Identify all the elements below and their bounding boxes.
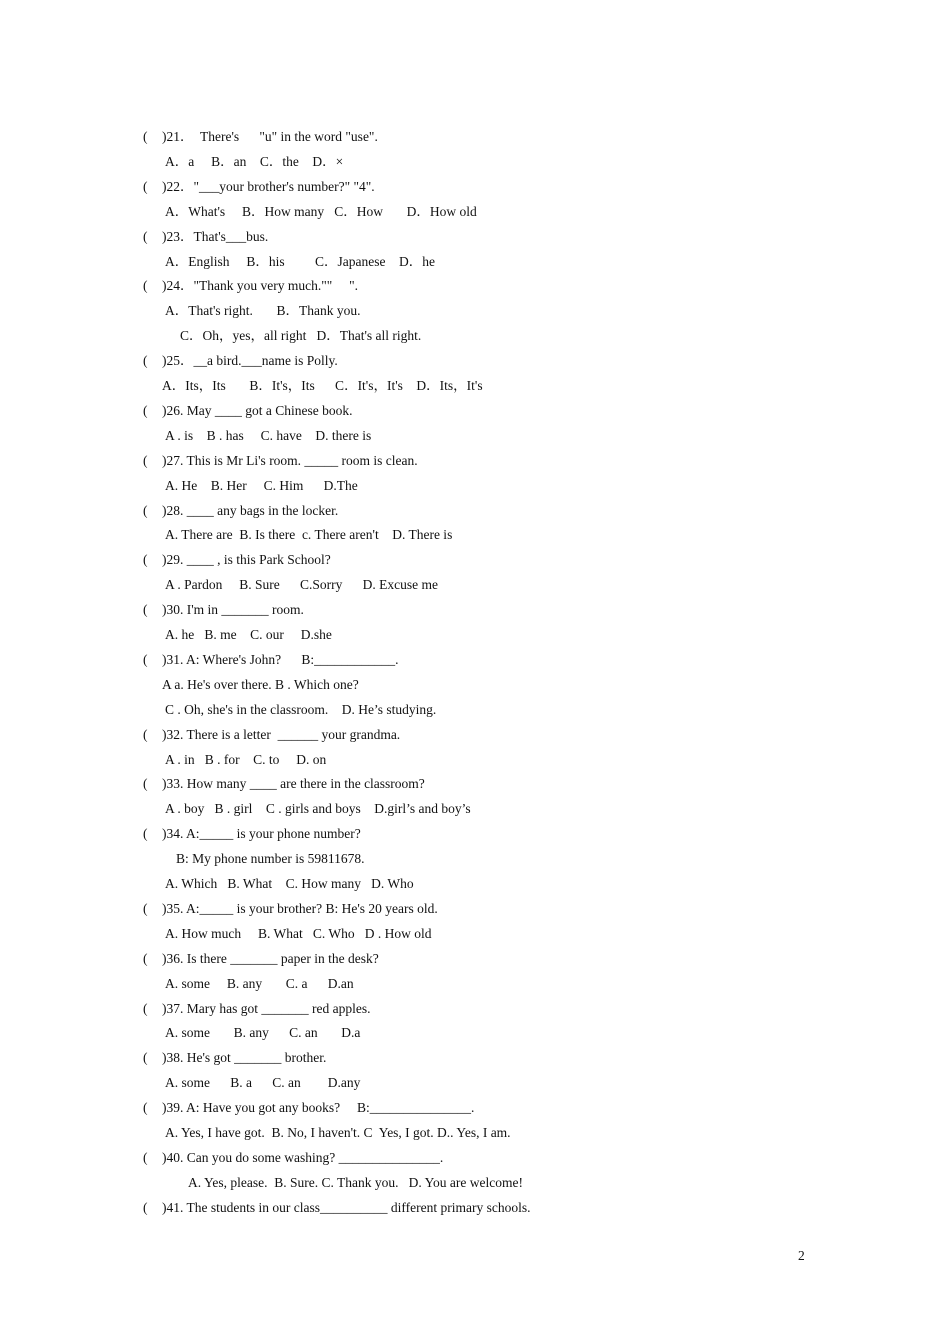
options-line: A. some B. a C. an D.any [165,1075,361,1091]
options-line: A. Which B. What C. How many D. Who [165,876,414,891]
answer-paren: ( [143,178,148,194]
question-line [143,551,331,569]
answer-paren: ( [143,950,148,966]
question-line [143,228,268,246]
question-text: )33. How many ____ are there in the classroom? [162,776,425,792]
answer-paren: ( [143,1050,148,1066]
answer-paren: ( [143,776,148,792]
question-line [143,900,438,918]
options-line: A．That's right. B．Thank you. [165,303,361,319]
question-line [143,178,375,196]
question-line [143,726,400,744]
question-text: )24．"Thank you very much."" ". [162,278,359,294]
answer-paren: ( [143,602,148,618]
answer-paren: ( [143,826,148,842]
options-line: A．Its，Its B．It's，Its C．It's，It's D．Its，It's [162,378,483,393]
options-line: A. some B. any C. a D.an [165,975,354,991]
page-number: 2 [798,1248,805,1263]
options-line: A . is B . has C. have D. there is [165,427,372,443]
answer-paren: ( [143,502,148,518]
answer-paren: ( [143,900,148,916]
answer-paren: ( [143,1100,148,1116]
answer-paren: ( [143,402,148,418]
options-line: A．English B．his C．Japanese D．he [165,253,435,269]
question-text: )41. The students in our class__________ different primary schools. [162,1199,531,1215]
answer-paren: ( [143,1000,148,1016]
answer-paren: ( [143,129,148,144]
question-text: )27. This is Mr Li's room. _____ room is clean. [162,452,418,468]
question-text: )37. Mary has got _______ red apples. [162,1000,371,1016]
answer-paren: ( [143,651,148,667]
options-line: A. How much B. What C. Who D . How old [165,925,432,941]
options-line: A．a B．an C．the D．× [165,153,344,169]
options-line: A. There are B. Is there c. There aren't D. There is [165,527,453,543]
question-text: )36. Is there _______ paper in the desk? [162,950,379,966]
question-text: )40. Can you do some washing? _______________. [162,1149,444,1165]
question-line [143,1149,443,1167]
question-text: )35. A:_____ is your brother? B: He's 20 years old. [162,900,438,916]
question-text: )21． There's "u" in the word "use". [162,129,378,144]
question-line [143,128,378,146]
options-line: A. Yes, please. B. Sure. C. Thank you. D. You are welcome! [188,1174,523,1190]
question-text: )31. A: Where's John? B:____________. [162,651,399,667]
options-line: A . boy B . girl C . girls and boys D.girl’s and boy’s [165,801,471,817]
question-line [143,950,379,968]
question-line [143,277,358,295]
answer-paren: ( [143,726,148,742]
question-line [143,1000,370,1018]
options-line: B: My phone number is 59811678. [176,851,365,867]
question-text: )39. A: Have you got any books? B:_______________. [162,1100,475,1116]
options-line: A. some B. any C. an D.a [165,1025,361,1041]
options-line: C . Oh, she's in the classroom. D. He’s studying. [165,701,437,717]
question-line [143,352,338,370]
options-line: A．What's B．How many C．How D．How old [165,203,477,219]
question-line [143,651,399,669]
answer-paren: ( [143,228,148,244]
question-line [143,601,304,619]
question-line [143,1099,474,1117]
answer-paren: ( [143,353,148,369]
question-text: )32. There is a letter ______ your grandma. [162,726,401,742]
options-line: A. he B. me C. our D.she [165,627,332,642]
question-text: )25．__a bird.___name is Polly. [162,353,338,369]
options-line: A a. He's over there. B . Which one? [162,676,359,692]
question-text: )34. A:_____ is your phone number? [162,826,361,842]
answer-paren: ( [143,452,148,468]
options-line: C．Oh，yes，all right D．That's all right. [180,328,422,344]
question-line [143,1049,326,1067]
answer-paren: ( [143,1199,148,1215]
answer-paren: ( [143,278,148,294]
question-text: )26. May ____ got a Chinese book. [162,402,353,418]
options-line: A. He B. Her C. Him D.The [165,477,358,493]
answer-paren: ( [143,552,148,568]
question-text: )38. He's got _______ brother. [162,1050,327,1066]
options-line: A . in B . for C. to D. on [165,751,327,767]
question-line [143,1199,530,1217]
question-line [143,775,425,793]
question-text: )22．"___your brother's number?" "4". [162,178,375,194]
options-line: A. Yes, I have got. B. No, I haven't. C Yes, I got. D.. Yes, I am. [165,1125,511,1140]
options-line: A . Pardon B. Sure C.Sorry D. Excuse me [165,577,438,593]
question-line [143,452,418,470]
question-text: )28. ____ any bags in the locker. [162,502,339,518]
question-text: )30. I'm in _______ room. [162,602,304,618]
question-line [143,825,361,843]
answer-paren: ( [143,1149,148,1165]
question-line [143,502,338,520]
question-text: )23．That's___bus. [162,228,269,244]
question-line [143,402,352,420]
question-text: )29. ____ , is this Park School? [162,552,331,568]
